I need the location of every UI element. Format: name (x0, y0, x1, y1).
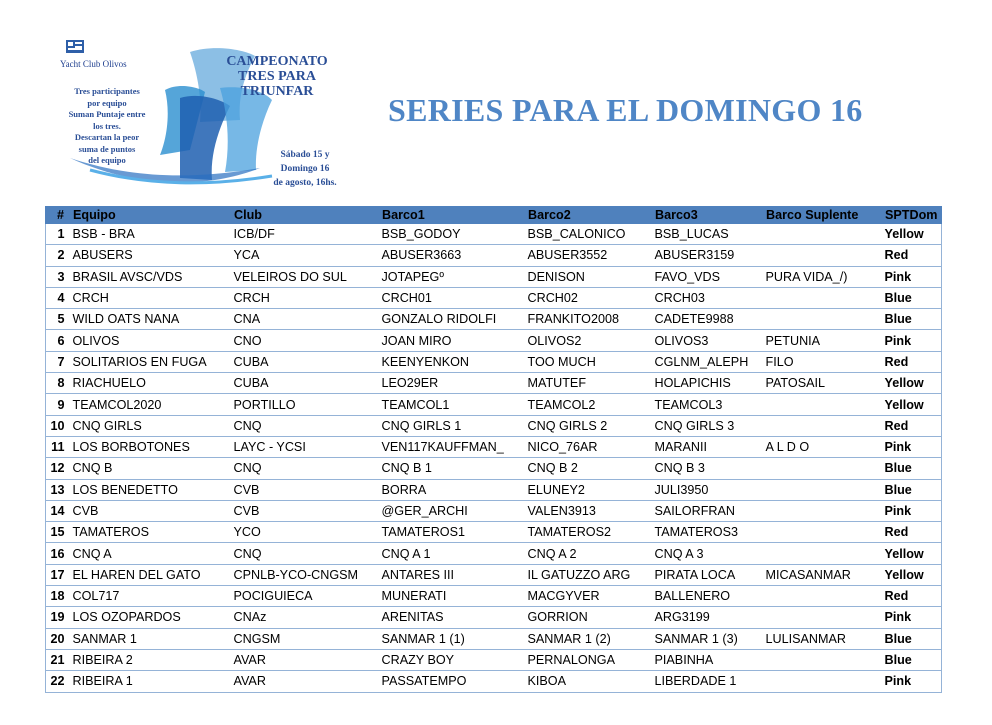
team-name: RIBEIRA 1 (69, 671, 230, 692)
page-title: SERIES PARA EL DOMINGO 16 (388, 92, 863, 128)
team-name: TEAMCOL2020 (69, 394, 230, 415)
series-color: Red (881, 586, 942, 607)
boat-2: MATUTEF (524, 373, 651, 394)
series-color: Pink (881, 607, 942, 628)
rules-text (58, 86, 156, 167)
team-name: LOS BENEDETTO (69, 479, 230, 500)
table-row (46, 628, 942, 649)
column-header-barco2: Barco2 (524, 207, 651, 224)
boat-3: SAILORFRAN (651, 500, 762, 521)
boat-1: ANTARES III (378, 564, 524, 585)
table-row (46, 500, 942, 521)
team-name: ABUSERS (69, 245, 230, 266)
series-color: Red (881, 522, 942, 543)
boat-3: PIABINHA (651, 649, 762, 670)
table-row (46, 245, 942, 266)
series-color: Blue (881, 649, 942, 670)
table-row (46, 564, 942, 585)
rules-line: Tres participantes (74, 86, 140, 96)
boat-3: CNQ B 3 (651, 458, 762, 479)
table-row (46, 586, 942, 607)
team-name: CNQ B (69, 458, 230, 479)
table-row (46, 287, 942, 308)
table-row (46, 351, 942, 372)
row-number: 13 (46, 479, 69, 500)
team-name: SANMAR 1 (69, 628, 230, 649)
boat-substitute (762, 245, 881, 266)
boat-1: KEENYENKON (378, 351, 524, 372)
series-color: Yellow (881, 564, 942, 585)
boat-substitute (762, 671, 881, 692)
boat-3: CNQ A 3 (651, 543, 762, 564)
rules-line: por equipo (87, 97, 127, 108)
boat-1: LEO29ER (378, 373, 524, 394)
table-row (46, 522, 942, 543)
club: YCA (230, 245, 378, 266)
row-number: 22 (46, 671, 69, 692)
boat-substitute: MICASANMAR (762, 564, 881, 585)
boat-substitute: A L D O (762, 436, 881, 457)
club: CNQ (230, 415, 378, 436)
boat-2: MACGYVER (524, 586, 651, 607)
boat-substitute (762, 522, 881, 543)
boat-1: CRCH01 (378, 287, 524, 308)
club: YCO (230, 522, 378, 543)
club: CVB (230, 479, 378, 500)
boat-substitute (762, 500, 881, 521)
team-name: CNQ GIRLS (69, 415, 230, 436)
dates-line: Domingo 16 (280, 164, 330, 174)
series-color: Pink (881, 500, 942, 521)
column-header-barco1: Barco1 (378, 207, 524, 224)
table-row (46, 671, 942, 692)
column-header-sptdom: SPTDom (881, 207, 942, 224)
team-name: RIACHUELO (69, 373, 230, 394)
series-color: Blue (881, 287, 942, 308)
boat-3: BALLENERO (651, 586, 762, 607)
table-row (46, 607, 942, 628)
boat-substitute: PURA VIDA_/) (762, 266, 881, 287)
boat-substitute (762, 479, 881, 500)
row-number: 15 (46, 522, 69, 543)
boat-substitute (762, 458, 881, 479)
table-row (46, 479, 942, 500)
table-row (46, 224, 942, 245)
row-number: 11 (46, 436, 69, 457)
boat-substitute (762, 224, 881, 245)
series-color: Blue (881, 458, 942, 479)
row-number: 3 (46, 266, 69, 287)
boat-2: BSB_CALONICO (524, 224, 651, 245)
boat-3: CGLNM_ALEPH (651, 351, 762, 372)
boat-substitute (762, 309, 881, 330)
boat-1: ARENITAS (378, 607, 524, 628)
boat-3: JULI3950 (651, 479, 762, 500)
rules-line: del equipo (88, 155, 126, 165)
table-row (46, 330, 942, 351)
event-title-line: CAMPEONATO (226, 54, 328, 69)
boat-2: CNQ A 2 (524, 543, 651, 564)
boat-2: NICO_76AR (524, 436, 651, 457)
series-color: Pink (881, 266, 942, 287)
event-title-line: TRIUNFAR (240, 84, 314, 99)
boat-3: CNQ GIRLS 3 (651, 415, 762, 436)
boat-2: IL GATUZZO ARG (524, 564, 651, 585)
dates-line: de agosto, 16hs. (273, 178, 337, 188)
club: LAYC - YCSI (230, 436, 378, 457)
series-color: Blue (881, 309, 942, 330)
team-name: BRASIL AVSC/VDS (69, 266, 230, 287)
boat-2: KIBOA (524, 671, 651, 692)
series-color: Yellow (881, 224, 942, 245)
boat-1: PASSATEMPO (378, 671, 524, 692)
event-title (212, 54, 342, 99)
club-burgee-icon (66, 40, 84, 53)
boat-1: BORRA (378, 479, 524, 500)
series-color: Yellow (881, 394, 942, 415)
team-name: LOS BORBOTONES (69, 436, 230, 457)
boat-2: CRCH02 (524, 287, 651, 308)
club: ICB/DF (230, 224, 378, 245)
boat-3: FAVO_VDS (651, 266, 762, 287)
row-number: 2 (46, 245, 69, 266)
team-name: EL HAREN DEL GATO (69, 564, 230, 585)
club: CUBA (230, 351, 378, 372)
row-number: 17 (46, 564, 69, 585)
boat-3: TEAMCOL3 (651, 394, 762, 415)
series-color: Blue (881, 628, 942, 649)
series-color: Blue (881, 479, 942, 500)
team-name: LOS OZOPARDOS (69, 607, 230, 628)
club-name: Yacht Club Olivos (60, 59, 127, 69)
column-header-barco-suplente: Barco Suplente (762, 207, 881, 224)
rules-line: suma de puntos (78, 143, 136, 154)
boat-3: LIBERDADE 1 (651, 671, 762, 692)
boat-3: CRCH03 (651, 287, 762, 308)
dates-line: Sábado 15 y (280, 150, 330, 160)
boat-substitute (762, 607, 881, 628)
club: AVAR (230, 649, 378, 670)
boat-2: FRANKITO2008 (524, 309, 651, 330)
boat-substitute (762, 586, 881, 607)
team-name: CRCH (69, 287, 230, 308)
club: CRCH (230, 287, 378, 308)
team-name: BSB - BRA (69, 224, 230, 245)
boat-substitute (762, 543, 881, 564)
boat-substitute (762, 649, 881, 670)
club: CNA (230, 309, 378, 330)
column-header-equipo: Equipo (69, 207, 230, 224)
table-row (46, 266, 942, 287)
boat-3: MARANII (651, 436, 762, 457)
boat-substitute (762, 287, 881, 308)
club: VELEIROS DO SUL (230, 266, 378, 287)
table-row (46, 543, 942, 564)
boat-1: BSB_GODOY (378, 224, 524, 245)
boat-substitute (762, 415, 881, 436)
series-color: Pink (881, 436, 942, 457)
team-name: TAMATEROS (69, 522, 230, 543)
boat-1: MUNERATI (378, 586, 524, 607)
boat-3: ABUSER3159 (651, 245, 762, 266)
row-number: 9 (46, 394, 69, 415)
boat-3: SANMAR 1 (3) (651, 628, 762, 649)
club: POCIGUIECA (230, 586, 378, 607)
boat-1: ABUSER3663 (378, 245, 524, 266)
rules-line: Suman Puntaje entre (68, 109, 146, 119)
event-title-line: TRES PARA (238, 69, 316, 84)
table-row (46, 649, 942, 670)
boat-2: DENISON (524, 266, 651, 287)
event-dates (255, 148, 355, 190)
club: CVB (230, 500, 378, 521)
team-name: SOLITARIOS EN FUGA (69, 351, 230, 372)
boat-substitute: PETUNIA (762, 330, 881, 351)
boat-3: OLIVOS3 (651, 330, 762, 351)
table-row (46, 415, 942, 436)
boat-3: TAMATEROS3 (651, 522, 762, 543)
boat-3: BSB_LUCAS (651, 224, 762, 245)
club: CNGSM (230, 628, 378, 649)
boat-2: ABUSER3552 (524, 245, 651, 266)
rules-line: Descartan la peor (74, 132, 140, 142)
boat-1: JOAN MIRO (378, 330, 524, 351)
boat-substitute: LULISANMAR (762, 628, 881, 649)
boat-3: CADETE9988 (651, 309, 762, 330)
club: CNQ (230, 458, 378, 479)
team-name: COL717 (69, 586, 230, 607)
boat-1: CNQ B 1 (378, 458, 524, 479)
series-color: Red (881, 351, 942, 372)
boat-1: SANMAR 1 (1) (378, 628, 524, 649)
boat-1: GONZALO RIDOLFI (378, 309, 524, 330)
series-color: Pink (881, 330, 942, 351)
boat-1: VEN117KAUFFMAN_ (378, 436, 524, 457)
team-name: CVB (69, 500, 230, 521)
team-name: RIBEIRA 2 (69, 649, 230, 670)
row-number: 1 (46, 224, 69, 245)
boat-2: CNQ GIRLS 2 (524, 415, 651, 436)
column-header-barco3: Barco3 (651, 207, 762, 224)
boat-2: TEAMCOL2 (524, 394, 651, 415)
table-row (46, 458, 942, 479)
series-color: Red (881, 245, 942, 266)
row-number: 20 (46, 628, 69, 649)
boat-1: TEAMCOL1 (378, 394, 524, 415)
table-row (46, 436, 942, 457)
boat-substitute (762, 394, 881, 415)
boat-1: CNQ GIRLS 1 (378, 415, 524, 436)
boat-2: PERNALONGA (524, 649, 651, 670)
row-number: 14 (46, 500, 69, 521)
series-color: Red (881, 415, 942, 436)
boat-1: CNQ A 1 (378, 543, 524, 564)
club: CNAz (230, 607, 378, 628)
boat-2: OLIVOS2 (524, 330, 651, 351)
boat-1: CRAZY BOY (378, 649, 524, 670)
boat-substitute: PATOSAIL (762, 373, 881, 394)
table-header-row (46, 207, 942, 224)
boat-3: ARG3199 (651, 607, 762, 628)
team-name: WILD OATS NANA (69, 309, 230, 330)
table-row (46, 309, 942, 330)
row-number: 10 (46, 415, 69, 436)
club: CPNLB-YCO-CNGSM (230, 564, 378, 585)
series-color: Yellow (881, 373, 942, 394)
row-number: 7 (46, 351, 69, 372)
club: PORTILLO (230, 394, 378, 415)
row-number: 19 (46, 607, 69, 628)
row-number: 6 (46, 330, 69, 351)
boat-3: HOLAPICHIS (651, 373, 762, 394)
series-color: Pink (881, 671, 942, 692)
boat-substitute: FILO (762, 351, 881, 372)
boat-2: TOO MUCH (524, 351, 651, 372)
row-number: 18 (46, 586, 69, 607)
team-name: CNQ A (69, 543, 230, 564)
table-row (46, 373, 942, 394)
boat-2: VALEN3913 (524, 500, 651, 521)
boat-2: SANMAR 1 (2) (524, 628, 651, 649)
boat-2: CNQ B 2 (524, 458, 651, 479)
club: CNO (230, 330, 378, 351)
row-number: 8 (46, 373, 69, 394)
boat-1: @GER_ARCHI (378, 500, 524, 521)
boat-3: PIRATA LOCA (651, 564, 762, 585)
boat-2: TAMATEROS2 (524, 522, 651, 543)
boat-1: JOTAPEGº (378, 266, 524, 287)
series-table (45, 206, 942, 693)
table-row (46, 394, 942, 415)
series-color: Yellow (881, 543, 942, 564)
column-header-number: # (46, 207, 69, 224)
club: CNQ (230, 543, 378, 564)
team-name: OLIVOS (69, 330, 230, 351)
boat-2: GORRION (524, 607, 651, 628)
rules-line: los tres. (93, 120, 121, 131)
club: CUBA (230, 373, 378, 394)
boat-1: TAMATEROS1 (378, 522, 524, 543)
row-number: 16 (46, 543, 69, 564)
column-header-club: Club (230, 207, 378, 224)
row-number: 12 (46, 458, 69, 479)
row-number: 21 (46, 649, 69, 670)
club: AVAR (230, 671, 378, 692)
boat-2: ELUNEY2 (524, 479, 651, 500)
row-number: 5 (46, 309, 69, 330)
row-number: 4 (46, 287, 69, 308)
